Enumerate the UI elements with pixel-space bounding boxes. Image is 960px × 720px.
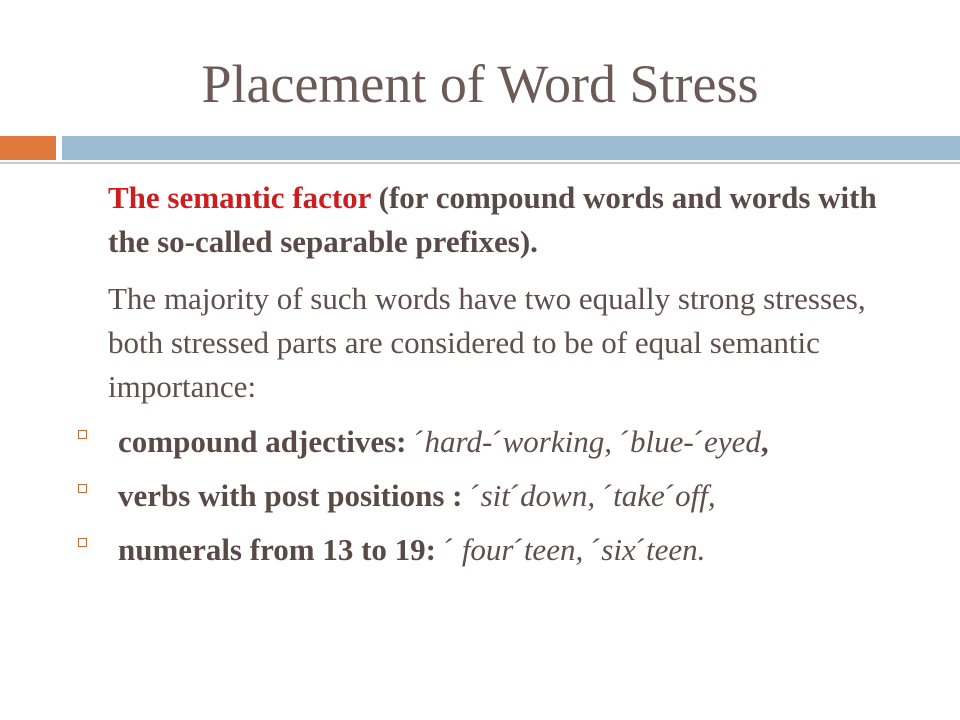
hollow-square-bullet-icon (78, 484, 87, 493)
bullet-examples: ˊ fourˊteen, ˊsixˊteen. (443, 532, 706, 567)
bullet-label: verbs with post positions : (118, 478, 471, 513)
bullet-item (74, 420, 934, 474)
bullet-label: compound adjectives: (118, 424, 415, 459)
bullet-examples: ˊhard-ˊworking, ˊblue-ˊeyed (414, 424, 761, 459)
accent-bar-blue (62, 136, 960, 160)
accent-bar-orange (0, 136, 56, 160)
intro-lead: The semantic factor (108, 180, 371, 215)
slide-title: Placement of Word Stress (201, 54, 759, 114)
bullet-examples: ˊsitˊdown, ˊtakeˊoff, (470, 478, 716, 513)
bullet-item (74, 528, 934, 582)
hollow-square-bullet-icon (78, 430, 87, 439)
bullet-item (74, 474, 934, 528)
intro-rest: (for compound words and words with the so-called separable prefixes). (108, 180, 877, 259)
bullet-trail: , (760, 424, 769, 459)
intro-heading (108, 176, 908, 264)
divider-line (0, 162, 960, 164)
intro-body: The majority of such words have two equally strong stresses, both stressed parts are considered to be of equal semantic importance: (108, 281, 866, 404)
hollow-square-bullet-icon (78, 538, 87, 547)
bullet-text (118, 420, 769, 464)
bullet-text (118, 474, 716, 518)
bullet-text (118, 528, 705, 572)
bullet-list (74, 420, 934, 582)
bullet-label: numerals from 13 to 19: (118, 532, 444, 567)
